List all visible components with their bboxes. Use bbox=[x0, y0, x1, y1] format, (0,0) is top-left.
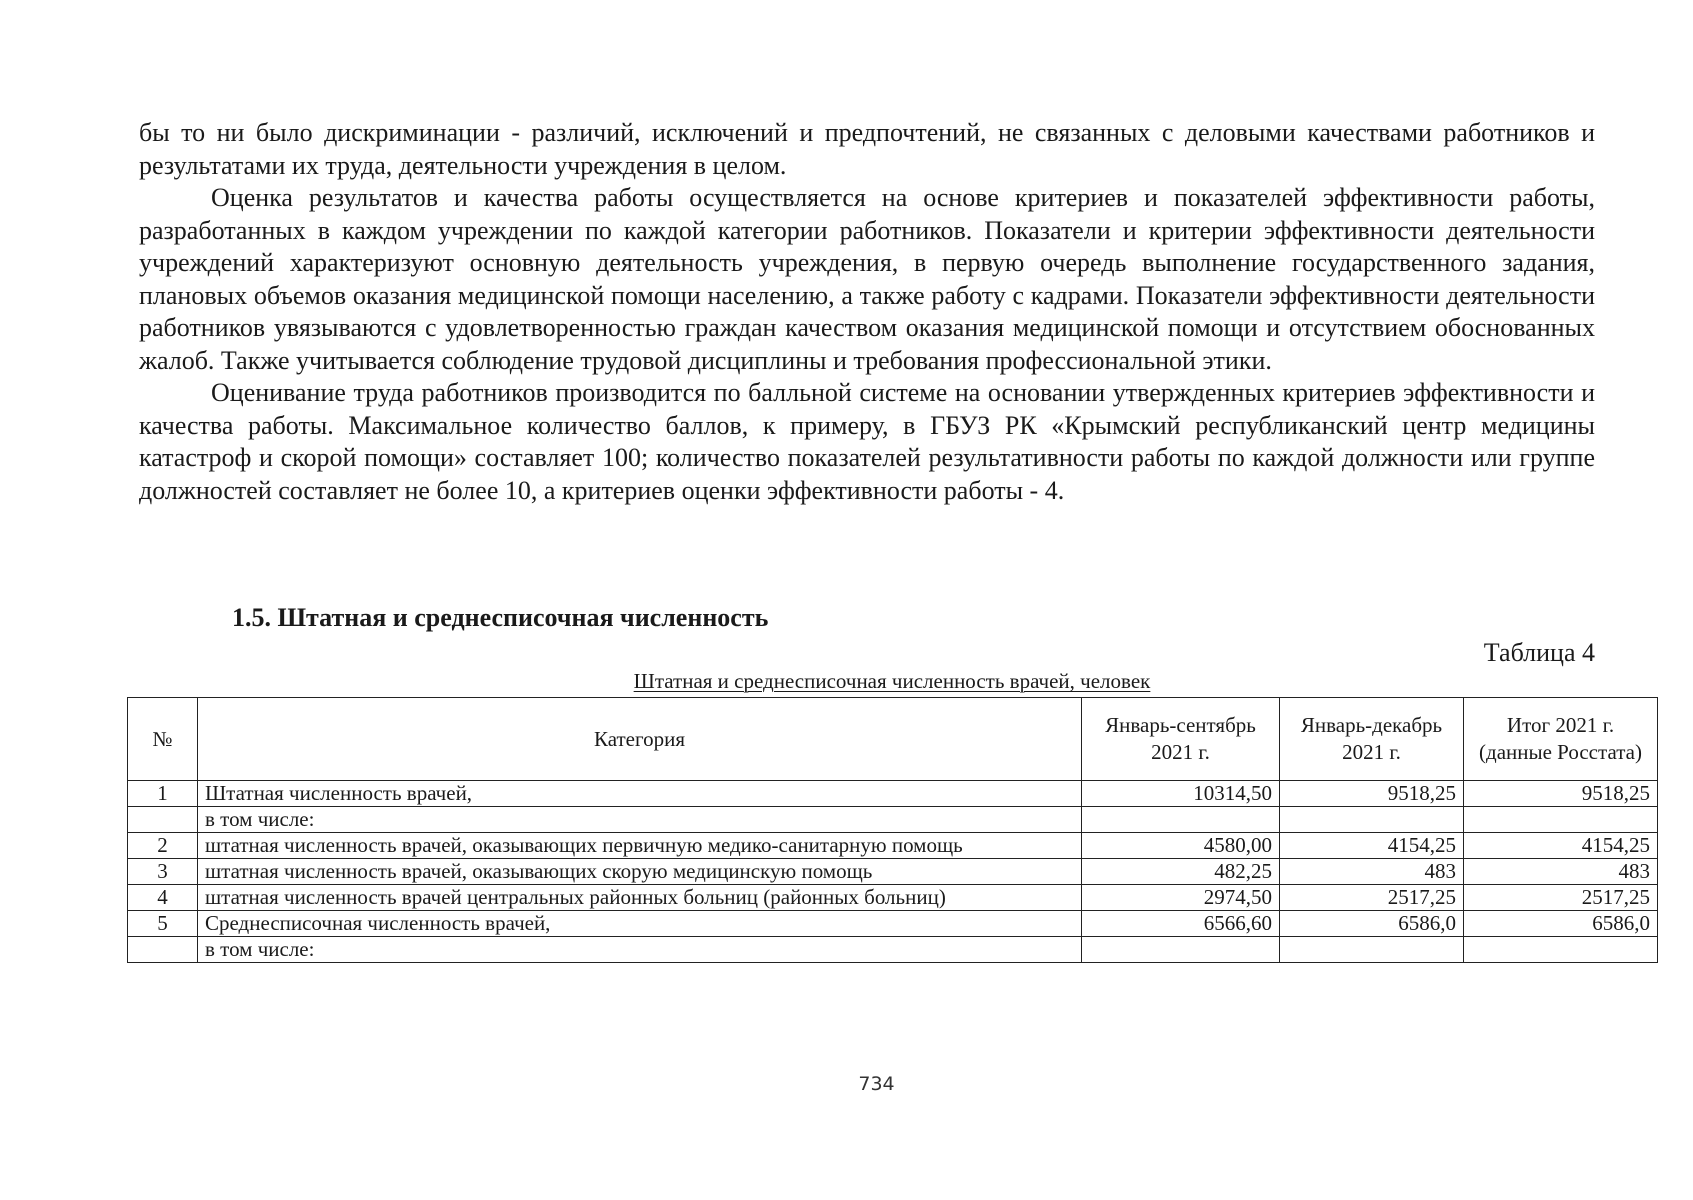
row-value-jan-dec bbox=[1280, 807, 1464, 833]
header-jan-dec: Январь-декабрь 2021 г. bbox=[1280, 698, 1464, 781]
row-category: Штатная численность врачей, bbox=[198, 781, 1082, 807]
row-number: 3 bbox=[128, 859, 198, 885]
header-jan-sep: Январь-сентябрь 2021 г. bbox=[1082, 698, 1280, 781]
paragraph-3: Оценивание труда работников производится по балльной системе на основании утвержденных критериев эффективности и качества работы. Максимальное количество баллов, к примеру, в ГБУЗ РК «Крымский республиканский центр медицины катастроф и скорой помощи» составляет 100; количество показателей результативности работы по каждой должности или группе должностей составляет не более 10, а критериев оценки эффективности работы - 4. bbox=[139, 378, 1595, 505]
row-value-total bbox=[1464, 807, 1658, 833]
row-value-total bbox=[1464, 937, 1658, 963]
table-header-row bbox=[128, 698, 1658, 781]
row-value-jan-sep: 482,25 bbox=[1082, 859, 1280, 885]
row-value-jan-dec: 9518,25 bbox=[1280, 781, 1464, 807]
table-row bbox=[128, 937, 1658, 963]
paragraph-1: бы то ни было дискриминации - различий, исключений и предпочтений, не связанных с деловыми качествами работников и результатами их труда, деятельности учреждения в целом. bbox=[139, 118, 1595, 180]
row-category: штатная численность врачей, оказывающих скорую медицинскую помощь bbox=[198, 859, 1082, 885]
row-category: штатная численность врачей центральных районных больниц (районных больниц) bbox=[198, 885, 1082, 911]
row-value-jan-sep: 4580,00 bbox=[1082, 833, 1280, 859]
table-row bbox=[128, 911, 1658, 937]
table-row bbox=[128, 833, 1658, 859]
row-value-jan-sep bbox=[1082, 937, 1280, 963]
header-total-rosstat: Итог 2021 г. (данные Росстата) bbox=[1464, 698, 1658, 781]
section-heading: 1.5. Штатная и среднесписочная численность bbox=[232, 603, 769, 632]
table-row bbox=[128, 807, 1658, 833]
row-category: штатная численность врачей, оказывающих первичную медико-санитарную помощь bbox=[198, 833, 1082, 859]
table-number: Таблица 4 bbox=[1483, 638, 1595, 667]
row-value-total: 2517,25 bbox=[1464, 885, 1658, 911]
row-value-jan-sep: 10314,50 bbox=[1082, 781, 1280, 807]
row-number bbox=[128, 807, 198, 833]
row-value-jan-dec: 483 bbox=[1280, 859, 1464, 885]
row-value-jan-dec: 2517,25 bbox=[1280, 885, 1464, 911]
row-value-jan-sep bbox=[1082, 807, 1280, 833]
row-value-total: 4154,25 bbox=[1464, 833, 1658, 859]
row-number: 5 bbox=[128, 911, 198, 937]
row-value-jan-sep: 2974,50 bbox=[1082, 885, 1280, 911]
paragraph-2: Оценка результатов и качества работы осуществляется на основе критериев и показателей эффективности работы, разработанных в каждом учреждении по каждой категории работников. Показатели и критерии эффективности деятельности учреждений характеризуют основную деятельность учреждения, в первую очередь выполнение государственного задания, плановых объемов оказания медицинской помощи населению, а также работу с кадрами. Показатели эффективности деятельности работников увязываются с удовлетворенностью граждан качеством оказания медицинской помощи и отсутствием обоснованных жалоб. Также учитывается соблюдение трудовой дисциплины и требования профессиональной этики. bbox=[139, 183, 1595, 375]
row-value-jan-dec bbox=[1280, 937, 1464, 963]
row-category: в том числе: bbox=[198, 807, 1082, 833]
table-row bbox=[128, 781, 1658, 807]
row-value-total: 6586,0 bbox=[1464, 911, 1658, 937]
row-category: Среднесписочная численность врачей, bbox=[198, 911, 1082, 937]
header-num: № bbox=[128, 698, 198, 781]
table-row bbox=[128, 859, 1658, 885]
staffing-table bbox=[127, 697, 1658, 963]
table-caption bbox=[127, 669, 1657, 693]
row-number bbox=[128, 937, 198, 963]
row-number: 1 bbox=[128, 781, 198, 807]
header-category: Категория bbox=[198, 698, 1082, 781]
table-row bbox=[128, 885, 1658, 911]
row-value-jan-sep: 6566,60 bbox=[1082, 911, 1280, 937]
body-text bbox=[139, 117, 1595, 507]
row-value-total: 483 bbox=[1464, 859, 1658, 885]
row-number: 4 bbox=[128, 885, 198, 911]
row-value-jan-dec: 6586,0 bbox=[1280, 911, 1464, 937]
table-caption-text: Штатная и среднесписочная численность врачей, человек bbox=[633, 669, 1151, 693]
row-category: в том числе: bbox=[198, 937, 1082, 963]
row-number: 2 bbox=[128, 833, 198, 859]
row-value-jan-dec: 4154,25 bbox=[1280, 833, 1464, 859]
page-number: 734 bbox=[858, 1073, 895, 1095]
row-value-total: 9518,25 bbox=[1464, 781, 1658, 807]
